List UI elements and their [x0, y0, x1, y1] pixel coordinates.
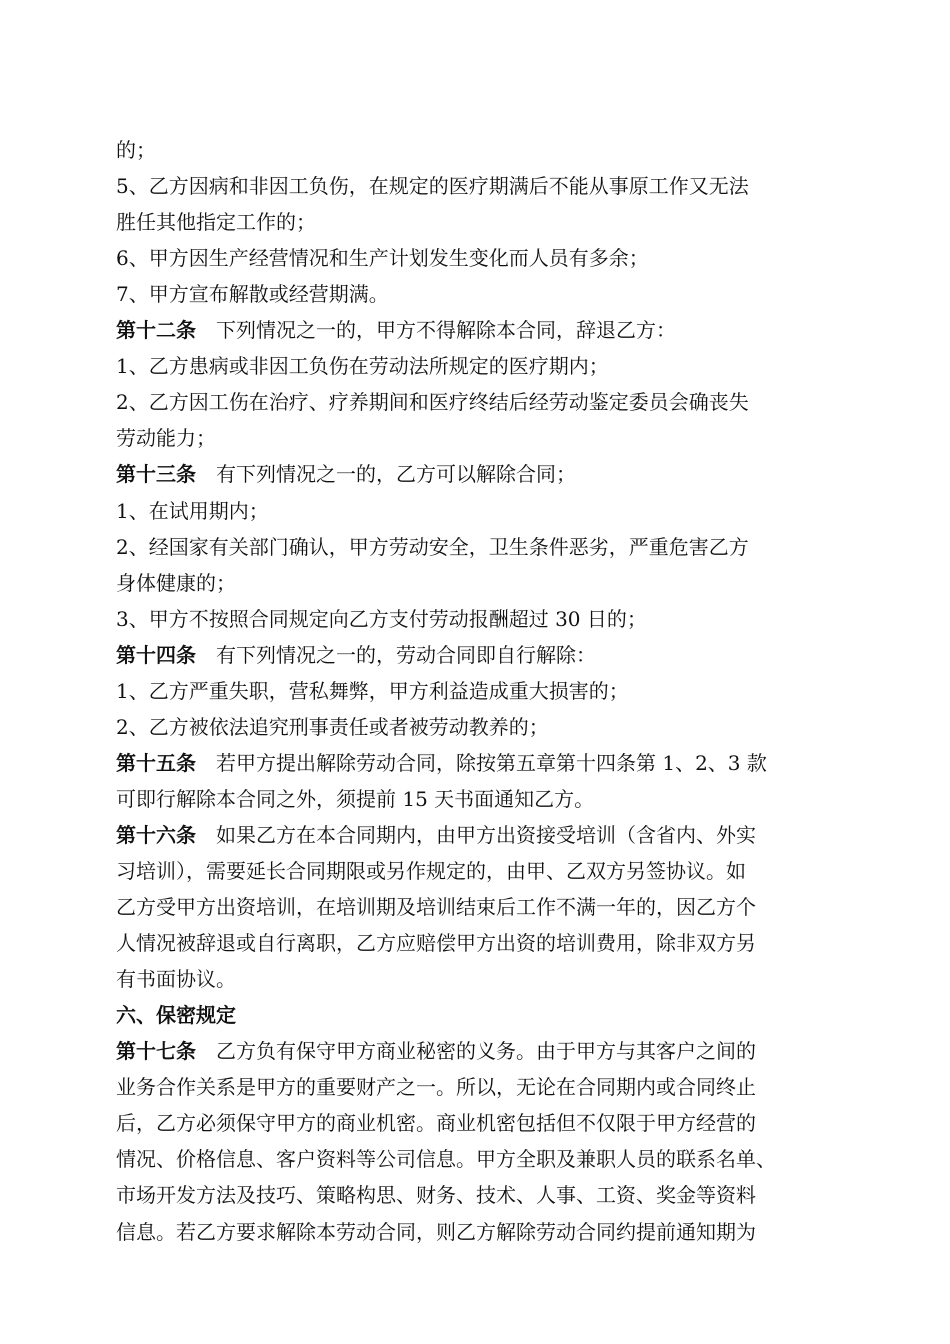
line-text: 后，乙方必须保守甲方的商业机密。商业机密包括但不仅限于甲方经营的 [116, 1111, 756, 1136]
text-line [116, 859, 746, 883]
line-text: 5、乙方因病和非因工负伤，在规定的医疗期满后不能从事原工作又无法 [116, 174, 749, 199]
text-line [116, 1039, 756, 1063]
text-line [116, 751, 767, 775]
line-text: 有书面协议。 [116, 967, 236, 992]
section-title: 六、保密规定 [116, 1003, 236, 1028]
article-number: 第十四条 [116, 642, 196, 667]
text-line [116, 931, 756, 955]
text-line [116, 643, 596, 667]
text-line [116, 318, 676, 342]
text-line [116, 174, 749, 198]
article-number: 第十五条 [116, 750, 196, 775]
text-line [116, 462, 576, 486]
text-line [116, 787, 594, 811]
line-text: 7、甲方宣布解散或经营期满。 [116, 282, 389, 307]
line-text: 有下列情况之一的，乙方可以解除合同； [196, 462, 576, 487]
line-text: 乙方受甲方出资培训，在培训期及培训结束后工作不满一年的，因乙方个 [116, 895, 756, 920]
text-line [116, 1111, 756, 1135]
text-line [116, 1183, 756, 1207]
line-text: 可即行解除本合同之外，须提前 15 天书面通知乙方。 [116, 786, 595, 811]
text-line [116, 246, 649, 270]
line-text: 信息。若乙方要求解除本劳动合同，则乙方解除劳动合同约提前通知期为 [116, 1219, 756, 1244]
line-text: 如果乙方在本合同期内，由甲方出资接受培训（含省内、外实 [196, 822, 756, 847]
line-text: 的； [116, 138, 156, 162]
line-text: 3、甲方不按照合同规定向乙方支付劳动报酬超过 30 日的； [116, 606, 647, 631]
text-line [116, 1075, 756, 1099]
line-text: 胜任其他指定工作的； [116, 210, 316, 235]
text-line [116, 354, 609, 378]
line-text: 市场开发方法及技巧、策略构思、财务、技术、人事、工资、奖金等资料 [116, 1183, 756, 1208]
line-text: 1、乙方患病或非因工负伤在劳动法所规定的医疗期内； [116, 354, 609, 379]
line-text: 人情况被辞退或自行离职，乙方应赔偿甲方出资的培训费用，除非双方另 [116, 931, 756, 956]
text-line [116, 895, 756, 919]
line-text: 乙方负有保守甲方商业秘密的义务。由于甲方与其客户之间的 [196, 1039, 756, 1064]
line-text: 若甲方提出解除劳动合同，除按第五章第十四条第 1、2、3 款 [196, 750, 767, 775]
article-number: 第十二条 [116, 318, 196, 343]
line-text: 情况、价格信息、客户资料等公司信息。甲方全职及兼职人员的联系名单、 [116, 1147, 776, 1172]
text-line [116, 390, 749, 414]
article-number: 第十七条 [116, 1039, 196, 1064]
text-line [116, 967, 236, 991]
text-line [116, 607, 647, 631]
text-line [116, 282, 389, 306]
text-line [116, 571, 236, 595]
text-line [116, 210, 316, 234]
line-text: 业务合作关系是甲方的重要财产之一。所以，无论在合同期内或合同终止 [116, 1075, 756, 1100]
line-text: 习培训），需要延长合同期限或另作规定的，由甲、乙双方另签协议。如 [116, 859, 746, 883]
line-text: 1、乙方严重失职，营私舞弊，甲方利益造成重大损害的； [116, 678, 629, 703]
section-heading [116, 1003, 236, 1027]
article-number: 第十三条 [116, 462, 196, 487]
line-text: 2、乙方被依法追究刑事责任或者被劳动教养的； [116, 714, 549, 739]
line-text: 有下列情况之一的，劳动合同即自行解除： [196, 642, 596, 667]
text-line [116, 138, 156, 162]
text-line [116, 426, 216, 450]
line-text: 2、乙方因工伤在治疗、疗养期间和医疗终结后经劳动鉴定委员会确丧失 [116, 390, 749, 415]
text-line [116, 715, 549, 739]
line-text: 劳动能力； [116, 426, 216, 451]
line-text: 身体健康的； [116, 570, 236, 595]
line-text: 2、经国家有关部门确认，甲方劳动安全，卫生条件恶劣，严重危害乙方 [116, 534, 749, 559]
text-line [116, 1220, 756, 1244]
text-line [116, 499, 269, 523]
text-line [116, 679, 629, 703]
line-text: 下列情况之一的，甲方不得解除本合同，辞退乙方： [196, 318, 676, 343]
line-text: 1、在试用期内； [116, 498, 269, 523]
line-text: 6、甲方因生产经营情况和生产计划发生变化而人员有多余； [116, 246, 649, 271]
article-number: 第十六条 [116, 822, 196, 847]
text-line [116, 1147, 776, 1171]
text-line [116, 823, 756, 847]
text-line [116, 535, 749, 559]
